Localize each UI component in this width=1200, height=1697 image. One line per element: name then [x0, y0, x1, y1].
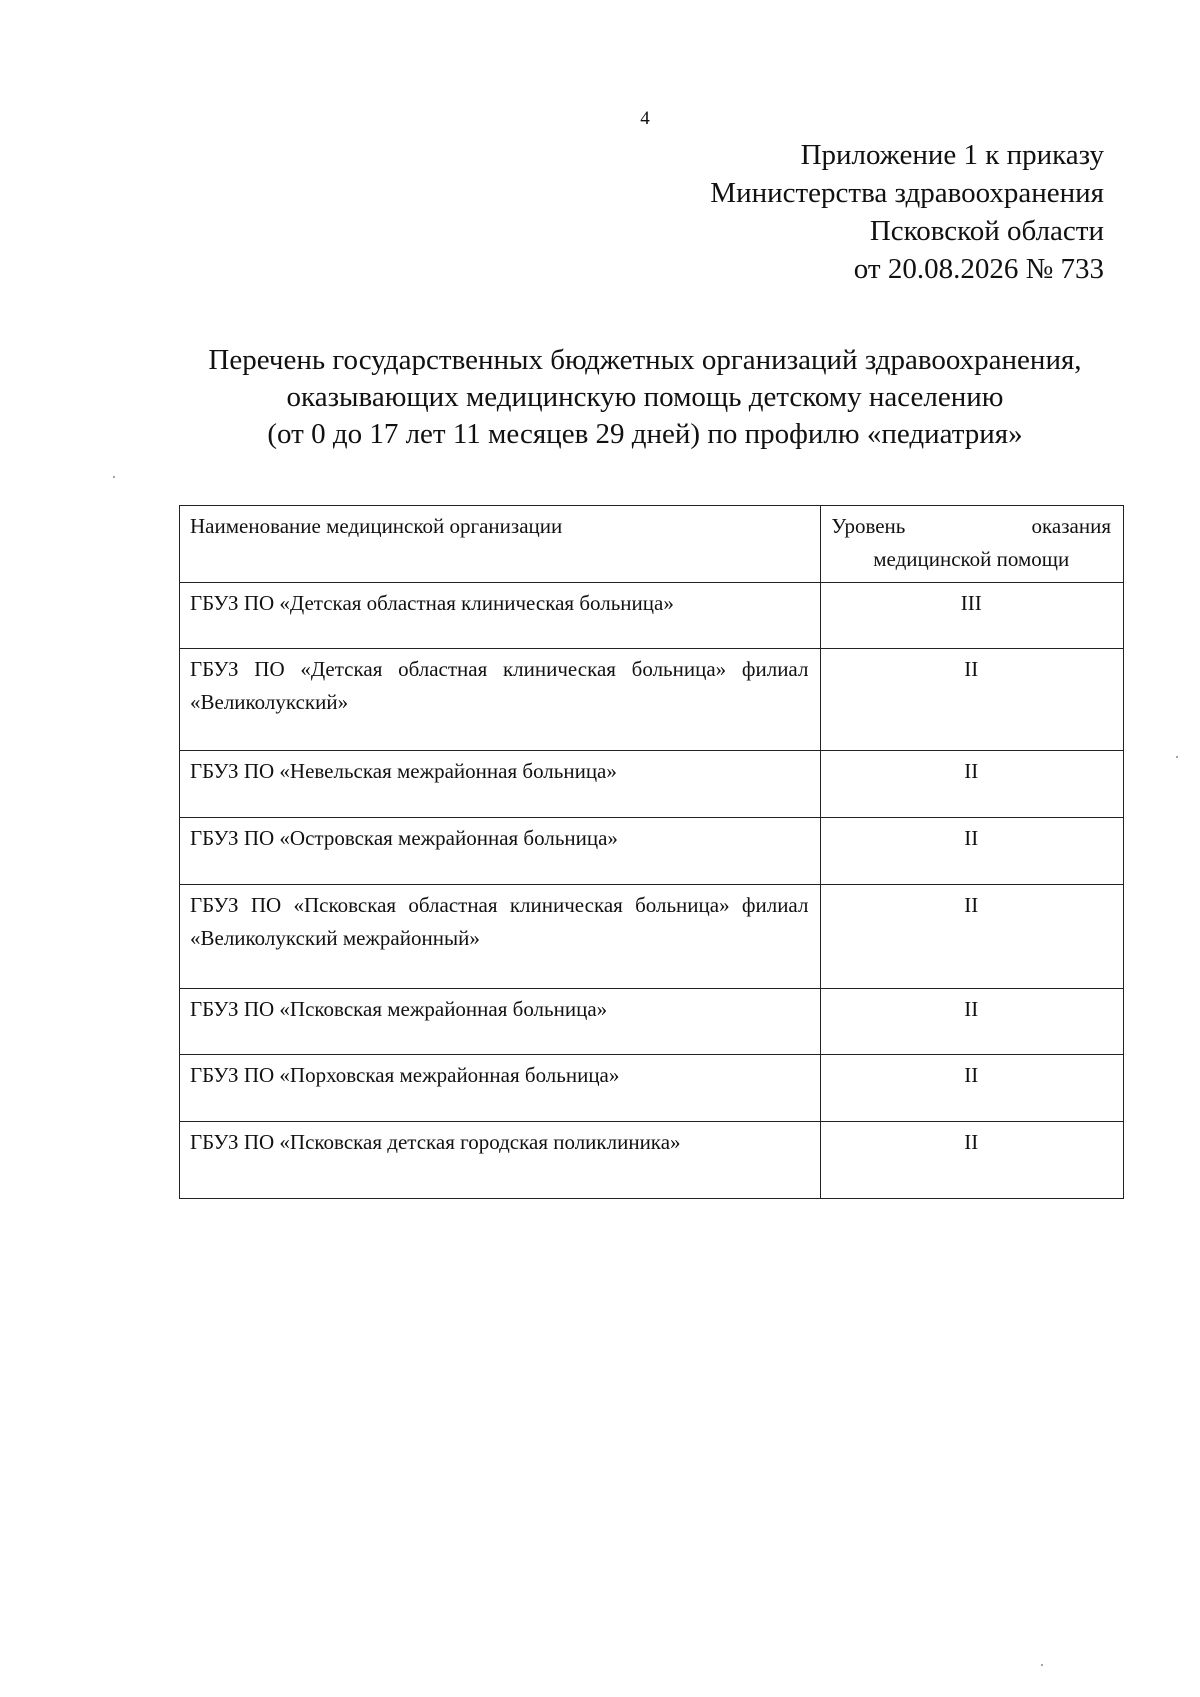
- org-name-cell: ГБУЗ ПО «Невельская межрайонная больница»: [180, 751, 821, 818]
- appendix-line-2: Министерства здравоохранения: [710, 177, 1104, 209]
- header-care-level-line-1: [831, 510, 1111, 543]
- table-row: [180, 989, 1124, 1055]
- appendix-line-3: Псковской области: [869, 215, 1104, 247]
- care-level-cell: II: [821, 818, 1124, 885]
- scan-speck: [1176, 756, 1178, 758]
- table-row: [180, 885, 1124, 989]
- scan-speck: [1041, 1664, 1043, 1666]
- appendix-line-1: Приложение 1 к приказу: [800, 139, 1104, 171]
- care-level-cell: II: [821, 885, 1124, 989]
- table-row: [180, 751, 1124, 818]
- org-name-cell: ГБУЗ ПО «Островская межрайонная больница»: [180, 818, 821, 885]
- document-title: [150, 342, 1140, 453]
- header-care-level: [821, 506, 1124, 583]
- table-row: [180, 818, 1124, 885]
- organizations-table: [179, 505, 1124, 1199]
- appendix-line-4: от 20.08.2026 № 733: [853, 253, 1104, 285]
- title-line-1: Перечень государственных бюджетных организаций здравоохранения,: [208, 344, 1082, 376]
- header-organization-name: Наименование медицинской организации: [180, 506, 821, 583]
- org-name-cell: ГБУЗ ПО «Детская областная клиническая больница»: [180, 583, 821, 649]
- header-care-level-word-2: оказания: [1031, 514, 1111, 538]
- care-level-cell: III: [821, 583, 1124, 649]
- care-level-cell: II: [821, 989, 1124, 1055]
- table-row: [180, 1122, 1124, 1199]
- table-header-row: [180, 506, 1124, 583]
- header-care-level-word-1: Уровень: [831, 514, 906, 538]
- header-care-level-line-2: медицинской помощи: [873, 547, 1070, 571]
- org-name-cell: ГБУЗ ПО «Псковская областная клиническая больница» филиал «Великолукский межрайонный»: [180, 885, 821, 989]
- org-name-cell: ГБУЗ ПО «Псковская детская городская поликлиника»: [180, 1122, 821, 1199]
- care-level-cell: II: [821, 649, 1124, 751]
- scan-speck: [113, 476, 115, 478]
- org-name-cell: ГБУЗ ПО «Порховская межрайонная больница»: [180, 1055, 821, 1122]
- care-level-cell: II: [821, 1122, 1124, 1199]
- table-row: [180, 649, 1124, 751]
- care-level-cell: II: [821, 1055, 1124, 1122]
- table-row: [180, 583, 1124, 649]
- org-name-cell: ГБУЗ ПО «Детская областная клиническая больница» филиал «Великолукский»: [180, 649, 821, 751]
- org-name-cell: ГБУЗ ПО «Псковская межрайонная больница»: [180, 989, 821, 1055]
- table-row: [180, 1055, 1124, 1122]
- appendix-header: [710, 136, 1104, 288]
- title-line-2: оказывающих медицинскую помощь детскому населению: [286, 381, 1004, 413]
- page-number: 4: [640, 108, 650, 129]
- care-level-cell: II: [821, 751, 1124, 818]
- title-line-3: (от 0 до 17 лет 11 месяцев 29 дней) по профилю «педиатрия»: [267, 418, 1023, 450]
